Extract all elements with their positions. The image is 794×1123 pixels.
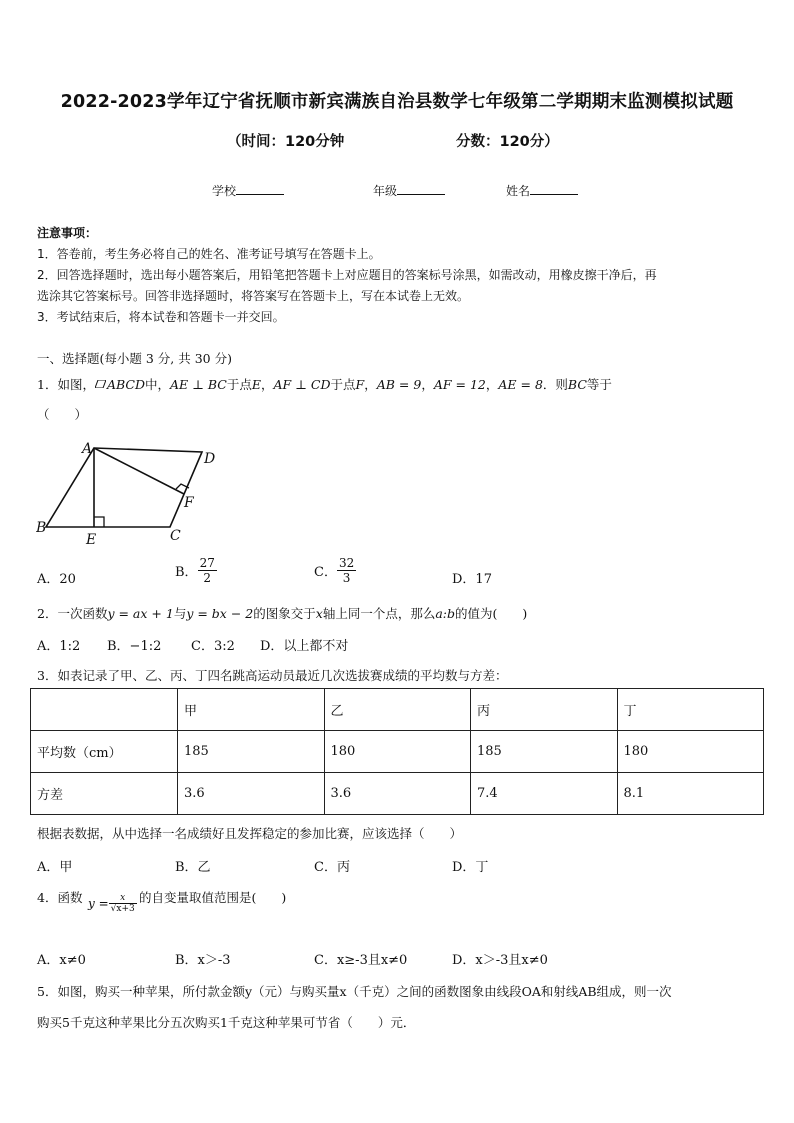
table-header-cell: 甲	[178, 689, 325, 731]
table-cell: 3.6	[324, 773, 471, 815]
q4-t2: 的自变量取值范围是( )	[139, 890, 287, 905]
question-1-stem	[37, 375, 612, 393]
table-cell: 185	[178, 731, 325, 773]
label-c: C	[170, 528, 181, 544]
q2-m2: y = bx − 2	[186, 606, 254, 621]
label-f: F	[184, 495, 194, 511]
q4-option-b[interactable]: B．x＞-3	[175, 953, 231, 968]
q1-option-b-fraction	[198, 556, 217, 585]
q1-m4: F	[355, 377, 365, 392]
q4-y: y =	[88, 896, 109, 911]
grade-field	[373, 182, 445, 199]
q1-m3: AF ⊥ CD	[273, 377, 331, 392]
q1-option-c-num: 32	[338, 556, 355, 570]
q1-t9: 等于	[586, 377, 612, 392]
exam-score: 分数：120分）	[456, 134, 559, 150]
table-cell: 3.6	[178, 773, 325, 815]
question-3-stem: 3．如表记录了甲、乙、丙、丁四名跳高运动员最近几次选拔赛成绩的平均数与方差：	[37, 668, 508, 683]
table-header-cell: 丙	[471, 689, 618, 731]
q4-den: √x+3	[110, 904, 135, 914]
table-cell: 180	[324, 731, 471, 773]
q1-t5: ，	[364, 377, 377, 392]
q1-option-d[interactable]: D．17	[452, 572, 492, 587]
q2-t2: 与	[173, 606, 187, 621]
parallelogram-abcd	[46, 448, 202, 527]
q1-option-c-fraction	[337, 556, 356, 585]
q2-t1: 2．一次函数	[37, 606, 108, 621]
table-header-row	[31, 689, 764, 731]
q1-t8: ．则	[542, 377, 568, 392]
question-2-stem	[37, 604, 527, 622]
table-header-cell: 丁	[617, 689, 764, 731]
q1-m1: AE ⊥ BC	[170, 377, 227, 392]
label-e: E	[86, 532, 97, 548]
q1-option-b-prefix: B．	[175, 565, 198, 580]
name-label: 姓名	[506, 184, 531, 198]
exam-time: （时间：120分钟	[227, 134, 345, 150]
q1-t1: 中，	[144, 377, 170, 392]
q2-option-c[interactable]: C．3:2	[191, 639, 235, 654]
q2-option-a[interactable]: A．1:2	[37, 639, 81, 654]
q1-option-a[interactable]: A．20	[37, 572, 76, 587]
name-field	[506, 182, 578, 199]
q2-t4: 轴上同一个点，那么	[322, 606, 436, 621]
q1-option-c[interactable]	[314, 556, 356, 585]
table-cell: 7.4	[471, 773, 618, 815]
table-header-cell: 乙	[324, 689, 471, 731]
section-heading: 一、选择题(每小题 3 分, 共 30 分)	[37, 351, 232, 366]
table-cell: 8.1	[617, 773, 764, 815]
notice-item-3: 3．考试结束后，将本试卷和答题卡一并交回。	[37, 310, 285, 324]
q1-m8: BC	[567, 377, 587, 392]
q1-option-c-prefix: C．	[314, 565, 337, 580]
label-d: D	[204, 451, 216, 467]
table-cell: 方差	[31, 773, 178, 815]
q2-m1: y = ax + 1	[107, 606, 174, 621]
q1-option-b[interactable]	[175, 556, 217, 585]
q4-option-a[interactable]: A．x≠0	[37, 953, 86, 968]
q1-t2: 于点	[226, 377, 252, 392]
grade-label: 年级	[373, 184, 398, 198]
q3-option-d[interactable]: D．丁	[452, 860, 489, 875]
q1-num: 1．如图，	[37, 377, 95, 392]
table-row	[31, 731, 764, 773]
q2-option-b[interactable]: B．−1:2	[107, 639, 162, 654]
parallelogram-icon	[95, 376, 106, 384]
school-label: 学校	[212, 184, 237, 198]
q4-option-c[interactable]: C．x≥-3且x≠0	[314, 953, 408, 968]
q4-t1: 4．函数	[37, 890, 83, 905]
table-cell: 185	[471, 731, 618, 773]
right-angle-e	[94, 517, 104, 527]
question-4-stem	[37, 888, 82, 906]
score-table	[30, 688, 764, 815]
q2-t5: 的值为( )	[455, 606, 528, 621]
grade-blank	[397, 182, 445, 195]
q4-formula	[88, 893, 137, 914]
label-b: B	[36, 520, 47, 536]
notice-heading: 注意事项：	[37, 226, 98, 240]
q1-option-b-num: 27	[199, 556, 215, 570]
q1-t7: ，	[485, 377, 499, 392]
notice-item-1: 1．答卷前，考生务必将自己的姓名、准考证号填写在答题卡上。	[37, 247, 381, 261]
q3-option-b[interactable]: B．乙	[175, 860, 211, 875]
q1-m6: AF = 12	[433, 377, 486, 392]
q3-option-c[interactable]: C．丙	[314, 860, 350, 875]
q1-option-c-den: 3	[342, 571, 351, 585]
question-5-line-1: 5．如图，购买一种苹果，所付款金额y（元）与购买量x（千克）之间的函数图象由线段OA和射线AB组成，则一次	[37, 984, 672, 999]
school-field	[212, 182, 284, 199]
q4-fraction	[109, 893, 137, 914]
q4-option-d[interactable]: D．x＞-3且x≠0	[452, 953, 548, 968]
q1-m5: AB = 9	[376, 377, 422, 392]
q3-follow: 根据表数据，从中选择一名成绩好且发挥稳定的参加比赛，应该选择（ ）	[37, 826, 463, 841]
q2-m3: x	[315, 606, 323, 621]
notice-item-2: 2．回答选择题时，选出每小题答案后，用铅笔把答题卡上对应题目的答案标号涂黑，如需改动，用橡皮擦干净后，再	[37, 268, 657, 282]
q1-option-b-den: 2	[203, 571, 212, 585]
table-cell: 180	[617, 731, 764, 773]
q2-option-d[interactable]: D．以上都不对	[260, 639, 349, 654]
q1-p1: ABCD	[106, 377, 145, 392]
notice-item-2-cont: 选涂其它答案标号。回答非选择题时，将答案写在答题卡上，写在本试卷上无效。	[37, 289, 470, 303]
q1-t4: 于点	[330, 377, 356, 392]
q1-m2: E	[251, 377, 261, 392]
school-blank	[236, 182, 284, 195]
question-5-line-2: 购买5千克这种苹果比分五次购买1千克这种苹果可节省（ ）元．	[37, 1015, 416, 1030]
q3-option-a[interactable]: A．甲	[37, 860, 73, 875]
q1-m7: AE = 8	[498, 377, 543, 392]
altitude-af	[94, 448, 184, 494]
exam-title: 2022-2023学年辽宁省抚顺市新宾满族自治县数学七年级第二学期期末监测模拟试题	[60, 92, 734, 112]
parallelogram-figure	[36, 436, 226, 552]
q1-paren: （ ）	[37, 407, 88, 422]
label-a: A	[82, 441, 93, 457]
q4-num: x	[109, 893, 137, 904]
name-blank	[530, 182, 578, 195]
table-header-cell	[31, 689, 178, 731]
q2-t3: 的图象交于	[253, 606, 316, 621]
table-cell: 平均数（cm）	[31, 731, 178, 773]
q2-m4: a:b	[435, 606, 456, 621]
q1-t6: ，	[421, 377, 434, 392]
q1-t3: ，	[260, 377, 274, 392]
table-row	[31, 773, 764, 815]
